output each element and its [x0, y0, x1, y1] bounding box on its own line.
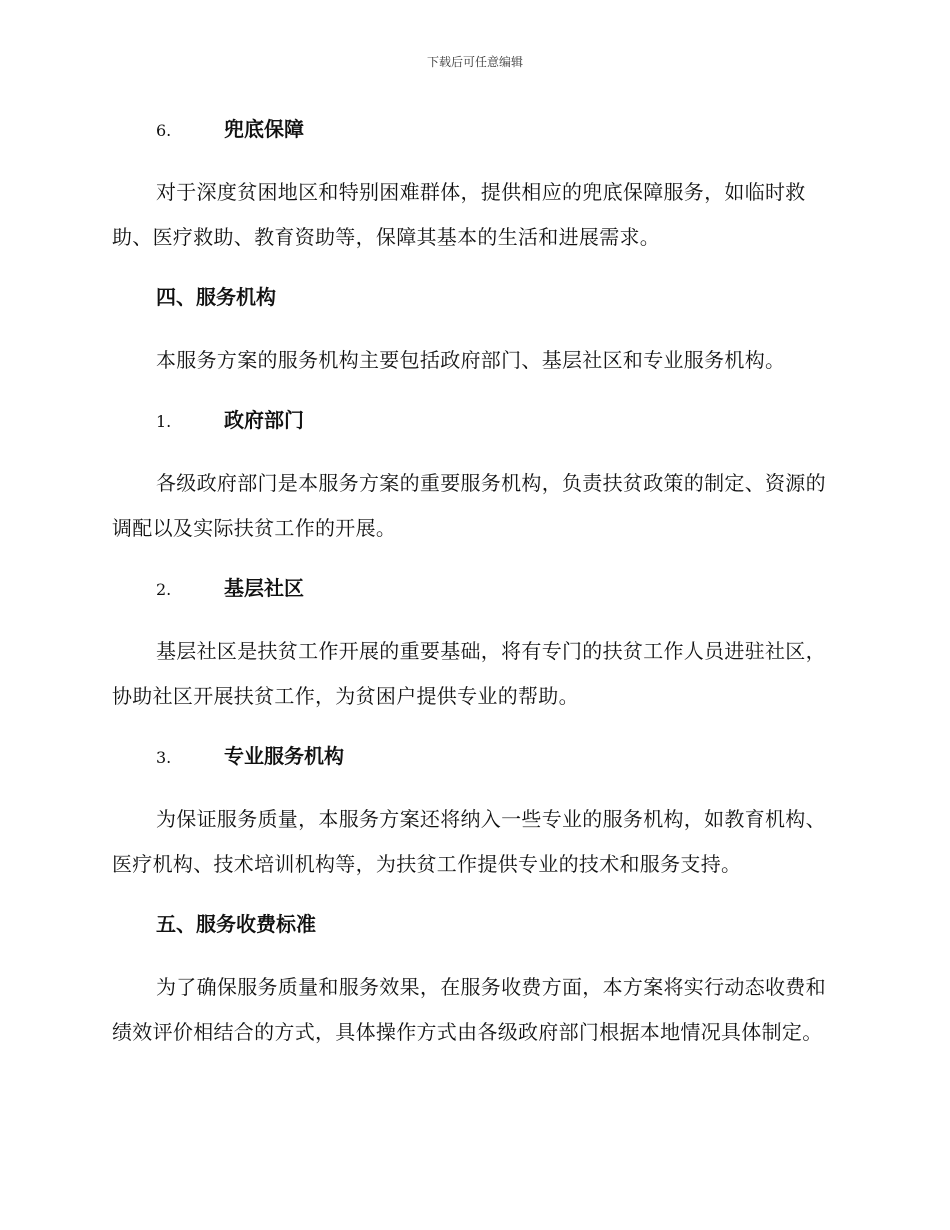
chapter-heading-4: 四、服务机构 [156, 285, 276, 309]
document-body [112, 112, 832, 1055]
page-header: 下载后可任意编辑 [426, 55, 523, 69]
section-number: 3. [156, 748, 172, 767]
paragraph: 为了确保服务质量和服务效果，在服务收费方面，本方案将实行动态收费和绩效评价相结合的方式，具体操作方式由各级政府部门根据本地情况具体制定。 [112, 975, 826, 1044]
paragraph: 基层社区是扶贫工作开展的重要基础，将有专门的扶贫工作人员进驻社区，协助社区开展扶贫工作，为贫困户提供专业的帮助。 [112, 639, 826, 708]
paragraph: 为保证服务质量，本服务方案还将纳入一些专业的服务机构，如教育机构、医疗机构、技术培训机构等，为扶贫工作提供专业的技术和服务支持。 [112, 807, 826, 876]
section-number: 6. [156, 121, 172, 140]
section-title: 基层社区 [224, 576, 304, 600]
section-title: 专业服务机构 [224, 744, 344, 768]
paragraph: 对于深度贫困地区和特别困难群体，提供相应的兜底保障服务，如临时救助、医疗救助、教育资助等，保障其基本的生活和进展需求。 [112, 180, 806, 249]
section-heading-3 [112, 739, 832, 773]
section-number: 2. [156, 580, 172, 599]
section-number: 1. [156, 412, 172, 431]
section-heading-2 [112, 571, 832, 605]
paragraph: 本服务方案的服务机构主要包括政府部门、基层社区和专业服务机构。 [156, 348, 786, 372]
section-title: 兜底保障 [224, 117, 304, 141]
chapter-heading-5: 五、服务收费标准 [156, 912, 316, 936]
paragraph: 各级政府部门是本服务方案的重要服务机构，负责扶贫政策的制定、资源的调配以及实际扶贫工作的开展。 [112, 471, 826, 540]
section-heading-6 [112, 112, 832, 146]
section-heading-1 [112, 403, 832, 437]
section-title: 政府部门 [224, 408, 304, 432]
